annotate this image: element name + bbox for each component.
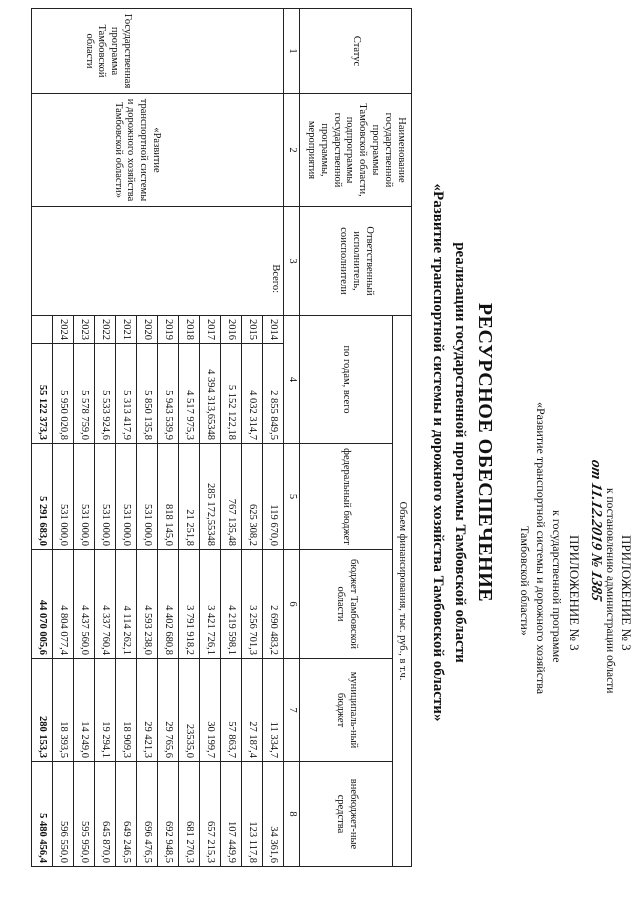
municipal-total-cell: 280 153,3 xyxy=(32,659,53,762)
total-cell: 5 152 122,18 xyxy=(221,344,242,444)
federal-cell: 818 145,0 xyxy=(158,444,179,550)
federal-cell: 531 000,0 xyxy=(53,444,74,550)
year-cell: 2022 xyxy=(95,316,116,344)
extrabudget-cell: 107 449,9 xyxy=(221,762,242,867)
total-cell: 4 394 313,65348 xyxy=(200,344,221,444)
total-cell: 5 533 924,6 xyxy=(95,344,116,444)
program-name-cell: «Развитие транспортной системы и дорожного хозяйства Тамбовской области» xyxy=(32,94,284,207)
column-number: 8 xyxy=(284,762,300,867)
year-cell: 2020 xyxy=(137,316,158,344)
regional-cell: 3 256 701,3 xyxy=(242,550,263,659)
header-funding-volume: Объем финансирования, тыс. руб., в т.ч. xyxy=(393,316,412,867)
federal-cell: 21 251,8 xyxy=(179,444,200,550)
column-number: 5 xyxy=(284,444,300,550)
municipal-cell: 11 334,7 xyxy=(263,659,284,762)
column-number: 2 xyxy=(284,94,300,207)
document-subtitle-1: реализации государственной программы Тамбовской области xyxy=(452,242,468,663)
municipal-cell: 29 765,6 xyxy=(158,659,179,762)
total-year-cell-empty xyxy=(32,316,53,344)
extrabudget-cell: 595 950,0 xyxy=(74,762,95,867)
year-cell: 2016 xyxy=(221,316,242,344)
federal-cell: 531 000,0 xyxy=(74,444,95,550)
year-cell: 2017 xyxy=(200,316,221,344)
regional-cell: 4 437 560,0 xyxy=(74,550,95,659)
year-cell: 2019 xyxy=(158,316,179,344)
annex-line-5: «Развитие транспортной системы и дорожного хозяйства xyxy=(534,402,548,695)
extrabudget-cell: 681 270,3 xyxy=(179,762,200,867)
extrabudget-cell: 657 215,3 xyxy=(200,762,221,867)
header-federal-budget: федеральный бюджет xyxy=(300,444,393,550)
regional-cell: 4 593 238,0 xyxy=(137,550,158,659)
table-row xyxy=(263,9,284,867)
federal-cell: 531 000,0 xyxy=(116,444,137,550)
column-number: 1 xyxy=(284,9,300,94)
column-number-row xyxy=(284,9,300,867)
extrabudget-total-cell: 5 480 456,4 xyxy=(32,762,53,867)
extrabudget-cell: 645 870,0 xyxy=(95,762,116,867)
regional-cell: 3 791 918,2 xyxy=(179,550,200,659)
year-cell: 2021 xyxy=(116,316,137,344)
header-program-name: Наименование государственной программы Тамбовской области, подпрограммы государственной программы, мероприятия xyxy=(300,94,412,207)
header-status: Статус xyxy=(300,9,412,94)
document-title: РЕСУРСНОЕ ОБЕСПЕЧЕНИЕ xyxy=(474,302,496,603)
total-cell: 5 950 020,8 xyxy=(53,344,74,444)
year-cell: 2018 xyxy=(179,316,200,344)
total-cell: 5 578 759,0 xyxy=(74,344,95,444)
status-cell: Государственная программа Тамбовской области xyxy=(32,9,284,94)
municipal-cell: 18 393,5 xyxy=(53,659,74,762)
federal-cell: 767 135,48 xyxy=(221,444,242,550)
extrabudget-cell: 649 246,5 xyxy=(116,762,137,867)
federal-total-cell: 5 291 683,0 xyxy=(32,444,53,550)
header-by-year: по годам, всего xyxy=(300,316,393,444)
column-number: 6 xyxy=(284,550,300,659)
municipal-cell: 14 249,0 xyxy=(74,659,95,762)
executor-cell: Всего: xyxy=(32,207,284,316)
column-number: 4 xyxy=(284,316,300,444)
column-number: 7 xyxy=(284,659,300,762)
municipal-cell: 23535,0 xyxy=(179,659,200,762)
year-cell: 2015 xyxy=(242,316,263,344)
table-header-row xyxy=(393,9,412,867)
regional-cell: 4 402 680,8 xyxy=(158,550,179,659)
annex-line-1: ПРИЛОЖЕНИЕ № 3 xyxy=(619,535,634,651)
header-executor: Ответственный исполнитель, соисполнители xyxy=(300,207,412,316)
extrabudget-cell: 696 476,5 xyxy=(137,762,158,867)
total-cell: 5 313 417,9 xyxy=(116,344,137,444)
municipal-cell: 27 187,4 xyxy=(242,659,263,762)
municipal-cell: 19 294,1 xyxy=(95,659,116,762)
total-cell: 4 517 975,3 xyxy=(179,344,200,444)
total-cell: 4 032 314,7 xyxy=(242,344,263,444)
federal-cell: 531 000,0 xyxy=(95,444,116,550)
municipal-cell: 57 863,7 xyxy=(221,659,242,762)
regional-cell: 4 804 077,4 xyxy=(53,550,74,659)
year-cell: 2024 xyxy=(53,316,74,344)
extrabudget-cell: 692 948,5 xyxy=(158,762,179,867)
document-subtitle-2: «Развитие транспортной системы и дорожного хозяйства Тамбовской области» xyxy=(430,183,446,722)
year-cell: 2014 xyxy=(263,316,284,344)
column-number: 3 xyxy=(284,207,300,316)
annex-line-4: к государственной программе xyxy=(550,510,564,663)
regional-cell: 4 337 760,4 xyxy=(95,550,116,659)
annex-line-2: к постановлению администрации области xyxy=(604,488,616,694)
header-extrabudgetary: внебюджет-ные средства xyxy=(300,762,393,867)
municipal-cell: 30 199,7 xyxy=(200,659,221,762)
regional-cell: 2 690 483,2 xyxy=(263,550,284,659)
federal-cell: 531 000,0 xyxy=(137,444,158,550)
header-municipal-budget: муниципаль-ный бюджет xyxy=(300,659,393,762)
federal-cell: 119 670,0 xyxy=(263,444,284,550)
regional-total-cell: 44 070 005,6 xyxy=(32,550,53,659)
municipal-cell: 18 909,3 xyxy=(116,659,137,762)
extrabudget-cell: 123 117,8 xyxy=(242,762,263,867)
federal-cell: 625 308,2 xyxy=(242,444,263,550)
resource-funding-table xyxy=(31,8,412,867)
extrabudget-cell: 596 550,0 xyxy=(53,762,74,867)
extrabudget-cell: 34 361,6 xyxy=(263,762,284,867)
header-regional-budget: бюджет Тамбовской области xyxy=(300,550,393,659)
total-cell: 5 943 539,9 xyxy=(158,344,179,444)
municipal-cell: 29 421,3 xyxy=(137,659,158,762)
regional-cell: 4 114 262,1 xyxy=(116,550,137,659)
regional-cell: 3 421 726,1 xyxy=(200,550,221,659)
grand-total-cell: 55 122 373,3 xyxy=(32,344,53,444)
total-cell: 2 855 849,5 xyxy=(263,344,284,444)
regional-cell: 4 219 598,1 xyxy=(221,550,242,659)
annex-line-3: ПРИЛОЖЕНИЕ № 3 xyxy=(567,535,582,651)
table-body xyxy=(32,9,284,867)
annex-line-6: Тамбовской области» xyxy=(518,526,532,636)
handwritten-decree-reference: от 11.12.2019 № 1385 xyxy=(588,458,604,603)
year-cell: 2023 xyxy=(74,316,95,344)
federal-cell: 285 172,55348 xyxy=(200,444,221,550)
total-cell: 5 850 135,8 xyxy=(137,344,158,444)
